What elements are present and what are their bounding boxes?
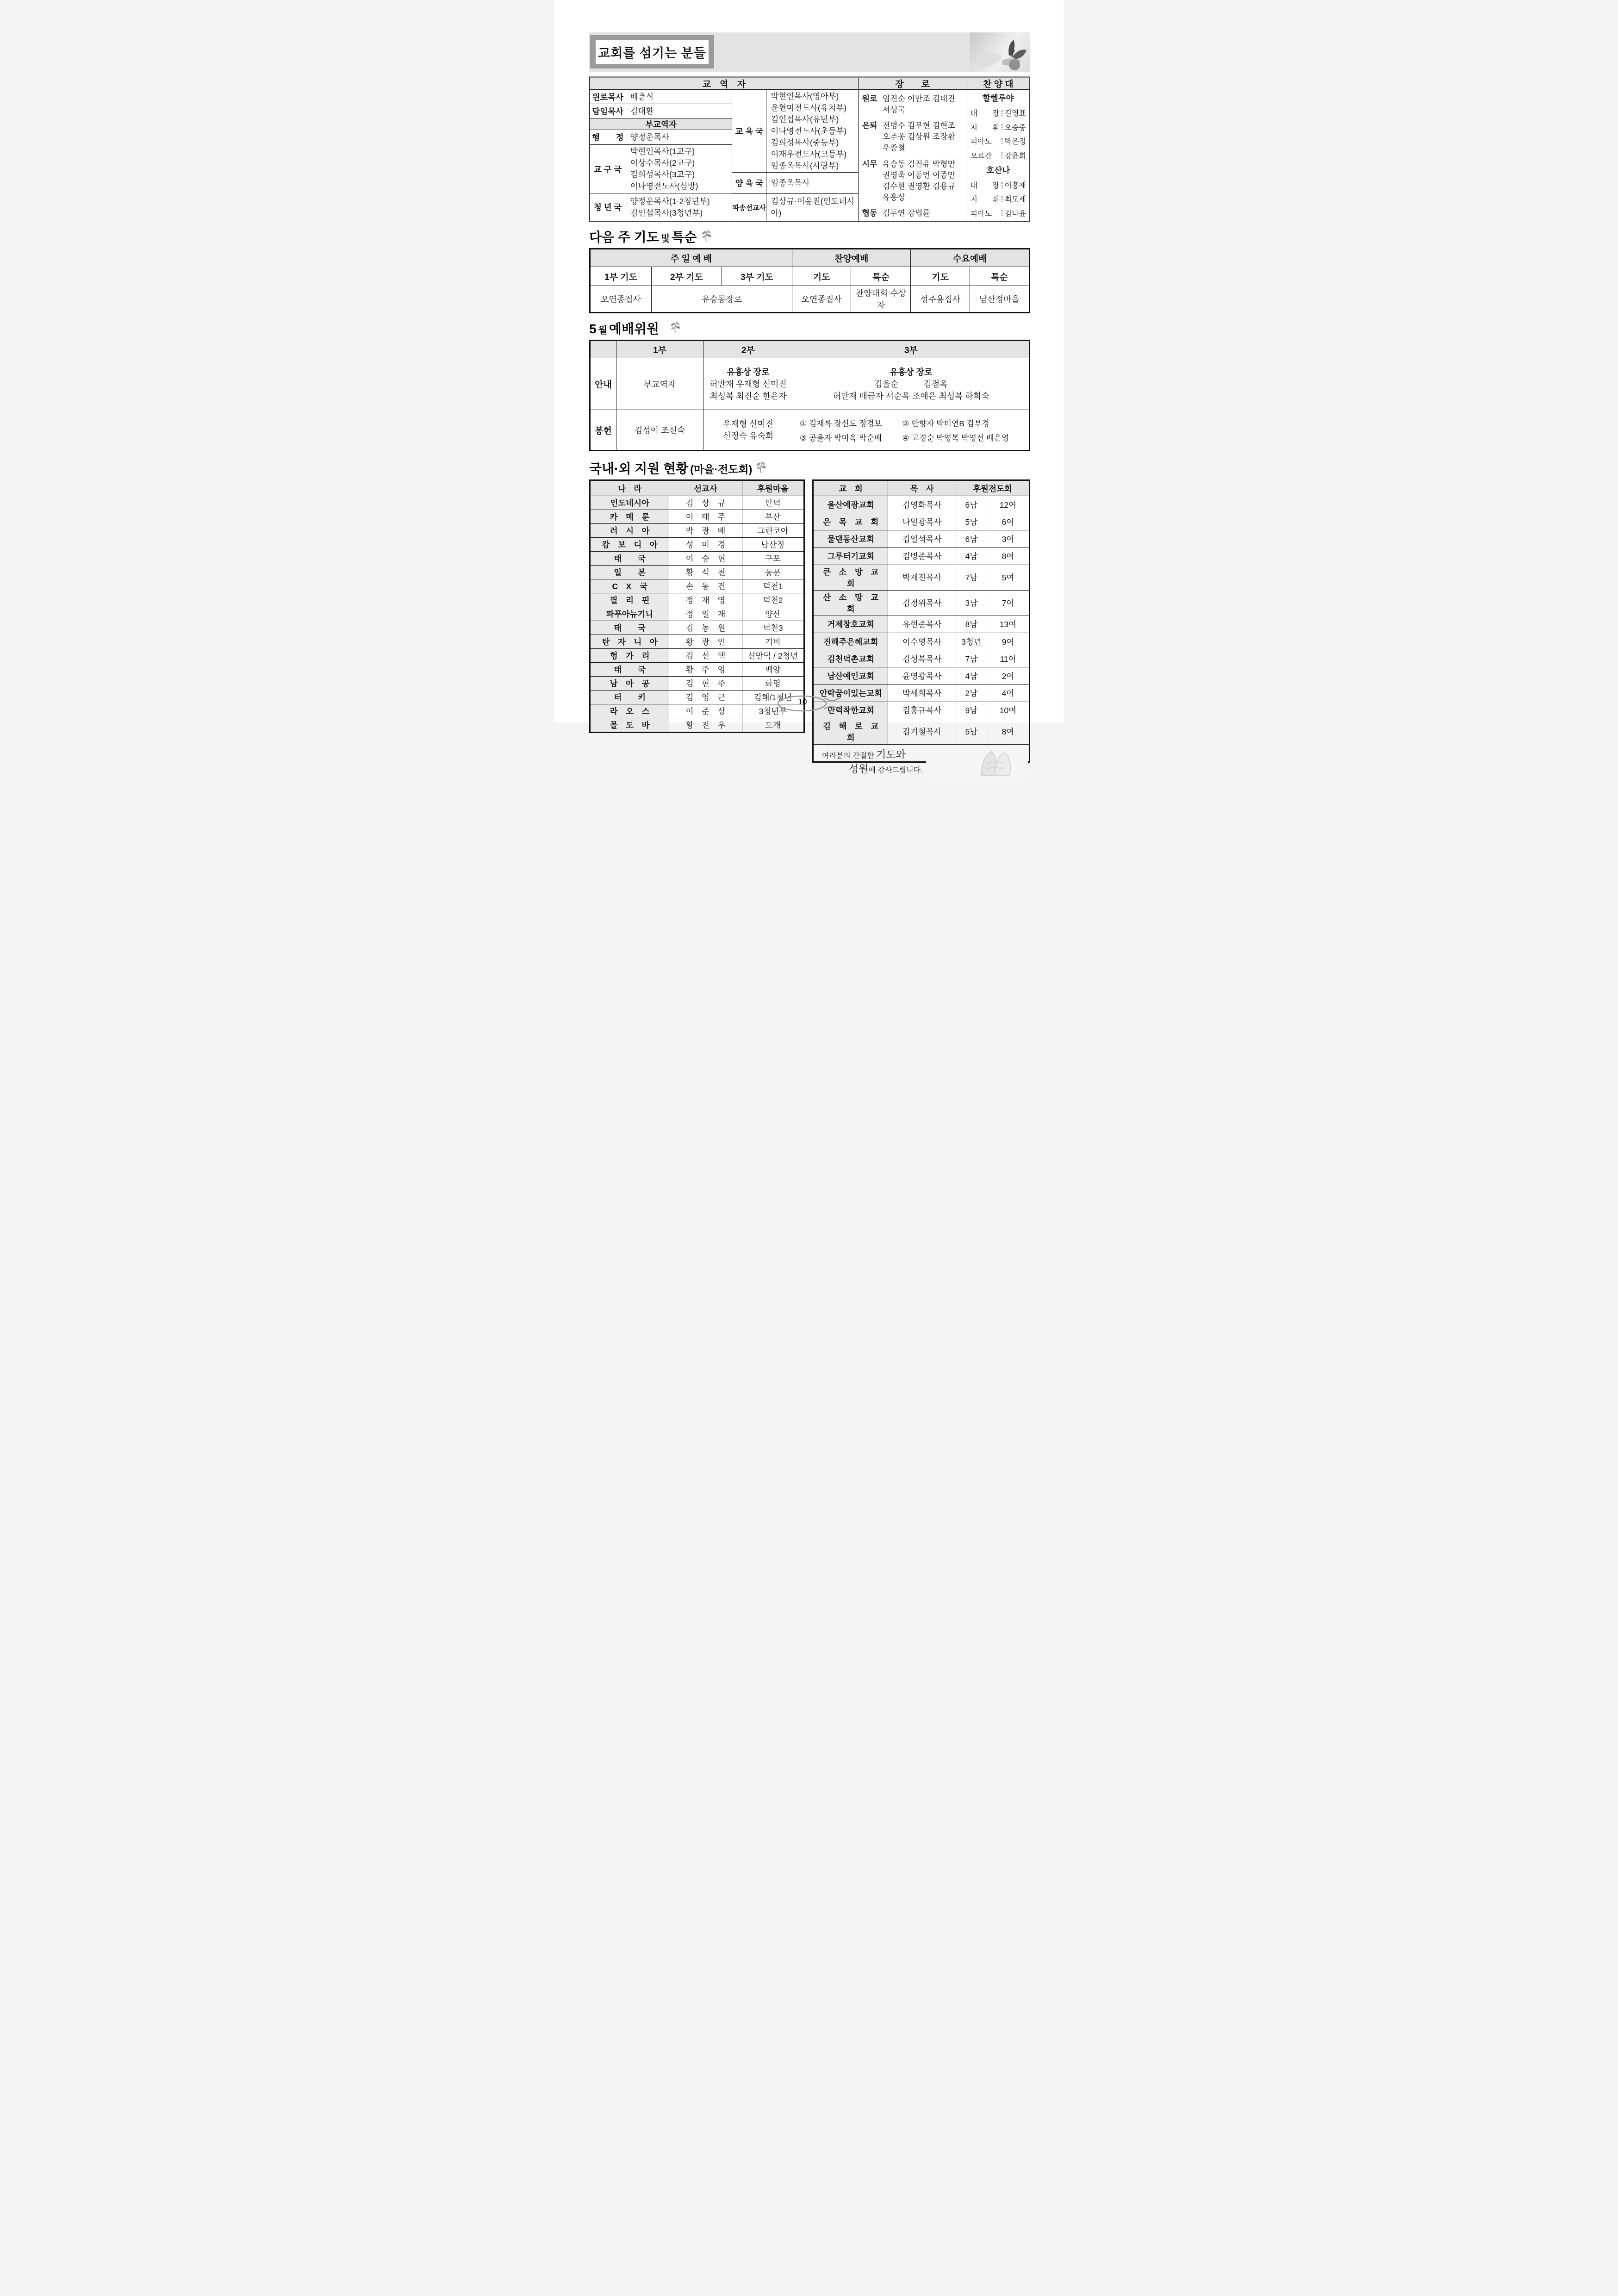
offering-part2 xyxy=(703,410,793,451)
country-cell: 태 국 xyxy=(590,663,669,677)
may-section-title xyxy=(589,319,1030,337)
country-cell: 인도네시아 xyxy=(590,496,669,510)
pastor-cell: 나일광목사 xyxy=(888,513,956,530)
church-cell: 김천덕촌교회 xyxy=(813,650,888,667)
church-row xyxy=(813,590,1030,616)
men-group-cell: 7남 xyxy=(956,565,987,590)
missionary-row xyxy=(732,194,858,221)
church-cell: 큰 소 망 교 회 xyxy=(813,565,888,590)
pastor-cell: 김홍규목사 xyxy=(888,702,956,719)
women-group-cell: 12여 xyxy=(987,496,1029,513)
missionary-cell: 황 주 영 xyxy=(669,663,742,677)
village-cell: 그린코아 xyxy=(742,524,804,538)
part2-header: 2부 xyxy=(703,341,793,358)
corner-cell xyxy=(590,341,616,358)
senior-pastor-label: 원로목사 xyxy=(590,90,626,104)
thanks-cell xyxy=(813,744,1030,775)
village-cell: 덕천2 xyxy=(742,593,804,607)
offering-row-label: 봉헌 xyxy=(590,410,616,451)
church-row xyxy=(813,530,1030,548)
country-cell: 터 키 xyxy=(590,691,669,704)
pastor-cell: 박재진목사 xyxy=(888,565,956,590)
elders-emeritus-names: 임진순 이만조 김태진 서성국 xyxy=(882,94,955,114)
education-names xyxy=(766,90,858,172)
country-cell: 러 시 아 xyxy=(590,524,669,538)
praise-special-person: 찬양대회 수상자 xyxy=(851,286,911,313)
choir-role-row xyxy=(971,208,1026,218)
prayer-title-conn: 및 xyxy=(660,234,670,244)
missionary-names: 김상규·이윤진(인도네시아) xyxy=(771,197,855,218)
men-group-cell: 7남 xyxy=(956,650,987,667)
village-cell: 남산정 xyxy=(742,538,804,552)
church-row xyxy=(813,548,1030,565)
senior-pastor-row xyxy=(590,90,732,104)
missionary-cell: 김 상 규 xyxy=(669,496,742,510)
staff-table xyxy=(589,76,1030,222)
parish-name-line: 김희성목사(3교구) xyxy=(630,170,695,179)
col-head-praise-prayer: 기도 xyxy=(792,267,851,286)
village-cell: 구포 xyxy=(742,552,804,566)
thanks-word-prayer: 기도와 xyxy=(876,748,906,760)
thanks-text xyxy=(822,748,923,777)
col-head-wed-special: 특순 xyxy=(970,267,1029,286)
pastor-cell: 김일석목사 xyxy=(888,530,956,548)
missionary-cell: 박 광 배 xyxy=(669,524,742,538)
part3-header: 3부 xyxy=(793,341,1029,358)
nurture-row xyxy=(732,173,858,194)
church-row xyxy=(813,565,1030,590)
country-cell: C X 국 xyxy=(590,579,669,593)
may-committee-table xyxy=(589,340,1030,451)
women-group-cell: 6여 xyxy=(987,513,1029,530)
education-name-line: 박현인목사(영아부) xyxy=(771,91,839,101)
youth-names xyxy=(626,193,732,221)
senior-pastor-name: 배춘식 xyxy=(630,92,654,101)
elders-header: 장 로 xyxy=(859,78,967,90)
choir-person: 오승중 xyxy=(1004,124,1026,132)
education-name-line: 김희성목사(중등부) xyxy=(771,137,839,147)
missionary-cell: 이 태 주 xyxy=(669,510,742,524)
thanks-word-support: 성원 xyxy=(849,763,869,775)
parish-names xyxy=(626,145,732,193)
parish-name-line: 이상수목사(2교구) xyxy=(630,158,695,168)
wednesday-worship-header: 수요예배 xyxy=(911,249,1030,267)
pastor-cell: 박세희목사 xyxy=(888,684,956,702)
church-cell: 울산예광교회 xyxy=(813,496,888,513)
choir-role-row xyxy=(971,150,1026,161)
thanks-post: 에 감사드립니다. xyxy=(868,766,923,774)
women-group-cell: 13여 xyxy=(987,616,1029,633)
country-cell: 카 메 룬 xyxy=(590,510,669,524)
mission-row xyxy=(590,621,804,635)
churches-table xyxy=(812,479,1030,775)
may-title-rest: 예배위원 xyxy=(609,322,660,336)
women-group-cell: 4여 xyxy=(987,684,1029,702)
youth-label: 청 년 국 xyxy=(590,193,626,221)
offering-group-1: ① 김재록 장신도 정경보 xyxy=(799,419,882,428)
guide-row-label: 안내 xyxy=(590,358,616,410)
admin-name: 양정운목사 xyxy=(630,132,670,142)
sunday-worship-header: 주 일 예 배 xyxy=(590,249,792,267)
offering-group-4: ④ 고경순 박영복 박영선 배은영 xyxy=(902,434,1009,442)
youth-row xyxy=(590,193,732,221)
church-row xyxy=(813,719,1030,744)
men-group-cell: 4남 xyxy=(956,667,987,684)
missionary-cell: 김 농 원 xyxy=(669,621,742,635)
village-cell: 화명 xyxy=(742,677,804,691)
col-head-part3-prayer: 3부 기도 xyxy=(722,267,792,286)
choir-role: 오르간 xyxy=(970,152,992,160)
assistant-clergy-header: 부교역자 xyxy=(590,118,732,130)
mission-row xyxy=(590,524,804,538)
country-cell: 일 본 xyxy=(590,566,669,579)
wed-special-person: 남산정마을 xyxy=(970,286,1029,313)
guide-part3-line: 허만재 배금자 서순옥 조예은 최성복 하희숙 xyxy=(833,391,989,401)
support-group-header: 후원전도회 xyxy=(956,480,1029,496)
choir-role: 지 휘 xyxy=(970,196,1000,204)
page-title: 교회를 섬기는 분들 xyxy=(596,40,709,64)
church-cell: 산 소 망 교 회 xyxy=(813,590,888,616)
village-cell: 신만덕 / 2청년 xyxy=(742,649,804,663)
choir-group2-name: 호산나 xyxy=(986,165,1010,175)
missionary-header: 선교사 xyxy=(669,480,742,496)
church-cell: 그루터기교회 xyxy=(813,548,888,565)
pastor-cell: 김성복목사 xyxy=(888,650,956,667)
missionary-cell: 이 준 상 xyxy=(669,704,742,718)
offering-part2-line: 신정숙 유숙희 xyxy=(722,431,774,441)
missionary-cell: 정 일 재 xyxy=(669,607,742,621)
choir-role: 대 장 xyxy=(970,181,1000,190)
choir-person: 길영표 xyxy=(1004,109,1026,118)
ministers-left xyxy=(590,90,732,221)
offering-part1: 김성이 조신숙 xyxy=(616,410,703,451)
men-group-cell: 3남 xyxy=(956,590,987,616)
elders-serving-names: 유승동 김진유 박형만 권영욱 이동언 이종만 김수현 권영환 김용규 유흥상 xyxy=(882,159,955,202)
village-cell: 기비 xyxy=(742,635,804,649)
village-cell: 양산 xyxy=(742,607,804,621)
ministers-header: 교 역 자 xyxy=(590,78,858,90)
country-header: 나 라 xyxy=(590,480,669,496)
hand-plant-photo xyxy=(970,32,1030,72)
church-header: 교 회 xyxy=(813,480,888,496)
men-group-cell: 4남 xyxy=(956,548,987,565)
choir-role: 피아노 xyxy=(970,210,992,218)
offering-group-2: ② 안향자 박미연B 김부경 xyxy=(902,419,989,428)
church-cell: 물댄동산교회 xyxy=(813,530,888,548)
praying-hands-photo xyxy=(926,746,1028,780)
praise-worship-header: 찬양예배 xyxy=(792,249,911,267)
choir-role-row xyxy=(971,136,1026,146)
support-tables xyxy=(589,479,1030,775)
mission-row xyxy=(590,566,804,579)
village-cell: 동문 xyxy=(742,566,804,579)
fish-logo xyxy=(774,693,844,714)
may-title-num: 5 xyxy=(589,322,597,336)
church-row xyxy=(813,513,1030,530)
nurture-name: 임종옥목사 xyxy=(771,178,810,187)
page-number: 10 xyxy=(798,697,807,706)
choir-role: 대 장 xyxy=(970,109,1000,118)
mission-row xyxy=(590,635,804,649)
parish-label: 교 구 국 xyxy=(590,145,626,193)
country-cell: 헝 가 리 xyxy=(590,649,669,663)
men-group-cell: 5남 xyxy=(956,513,987,530)
education-label: 교 육 국 xyxy=(732,90,766,172)
church-cell: 진해주은혜교회 xyxy=(813,633,888,650)
country-cell: 태 국 xyxy=(590,552,669,566)
church-row xyxy=(813,496,1030,513)
education-name-line: 김인섭목사(유년부) xyxy=(771,114,839,124)
mission-row xyxy=(590,677,804,691)
choir-person: 김나윤 xyxy=(1004,210,1026,218)
country-cell: 남 아 공 xyxy=(590,677,669,691)
missionary-cell: 정 재 영 xyxy=(669,593,742,607)
elders-associate xyxy=(862,208,964,219)
church-cell: 김 해 로 교 회 xyxy=(813,719,888,744)
offering-part3 xyxy=(793,410,1029,451)
women-group-cell: 8여 xyxy=(987,719,1029,744)
guide-part2-line: 허만재 우재형 신미진 xyxy=(709,379,787,389)
mission-row xyxy=(590,663,804,677)
village-cell: 백양 xyxy=(742,663,804,677)
choir-person: 최모세 xyxy=(1004,196,1026,204)
men-group-cell: 2남 xyxy=(956,684,987,702)
missionary-cell: 김 영 근 xyxy=(669,691,742,704)
choir-header: 찬 양 대 xyxy=(967,78,1029,90)
parish-name-line: 박현인목사(1교구) xyxy=(630,147,695,156)
village-cell: 3청년부 xyxy=(742,704,804,718)
col-head-praise-special: 특순 xyxy=(851,267,911,286)
prayer-table xyxy=(589,248,1030,313)
mission-row xyxy=(590,538,804,552)
choir-person: 박은정 xyxy=(1004,138,1026,146)
guide-part2 xyxy=(703,358,793,410)
lead-pastor-row xyxy=(590,104,732,118)
women-group-cell: 8여 xyxy=(987,548,1029,565)
elders-retired xyxy=(862,120,964,154)
pastor-header: 목 사 xyxy=(888,480,956,496)
guide-part2-head: 유흥상 장로 xyxy=(727,367,770,377)
may-title-wol: 월 xyxy=(598,325,607,336)
missionary-cell: 김 선 택 xyxy=(669,649,742,663)
country-cell: 필 리 핀 xyxy=(590,593,669,607)
village-cell: 부산 xyxy=(742,510,804,524)
elders-serving xyxy=(862,159,964,203)
elders-serving-label: 시무 xyxy=(862,159,877,168)
youth-name-line: 양정운목사(1·2청년부) xyxy=(630,196,710,206)
missionary-cell: 황 진 우 xyxy=(669,718,742,733)
ministers-right xyxy=(732,90,858,221)
support-village-header: 후원마을 xyxy=(742,480,804,496)
guide-part2-line: 최성복 최진순 한은자 xyxy=(709,391,787,401)
missionary-cell: 김 현 주 xyxy=(669,677,742,691)
part23-prayer-person: 유승동장로 xyxy=(652,286,792,313)
education-name-line: 이재우전도사(고등부) xyxy=(771,149,847,159)
village-cell: 도개 xyxy=(742,718,804,733)
mission-row xyxy=(590,552,804,566)
country-cell: 태 국 xyxy=(590,621,669,635)
col-head-part1-prayer: 1부 기도 xyxy=(590,267,652,286)
mission-row xyxy=(590,510,804,524)
men-group-cell: 8남 xyxy=(956,616,987,633)
lead-pastor-label: 담임목사 xyxy=(590,104,626,118)
elders-associate-names: 김두연 강법륜 xyxy=(882,208,930,218)
country-cell: 몰 도 바 xyxy=(590,718,669,733)
support-title-main: 국내·외 지원 현황 xyxy=(589,461,689,476)
leaf-icon xyxy=(669,321,681,336)
choir-role: 지 휘 xyxy=(970,124,1000,132)
col-head-wed-prayer: 기도 xyxy=(911,267,970,286)
church-cell: 남산예인교회 xyxy=(813,667,888,684)
nurture-label: 양 육 국 xyxy=(732,173,766,193)
choir-role-row xyxy=(971,193,1026,204)
choir-person: 강윤희 xyxy=(1004,152,1026,160)
admin-row xyxy=(590,130,732,145)
church-cell: 은 목 교 회 xyxy=(813,513,888,530)
women-group-cell: 11여 xyxy=(987,650,1029,667)
wed-prayer-person: 성주용집사 xyxy=(911,286,970,313)
country-cell: 라 오 스 xyxy=(590,704,669,718)
thanks-pre: 여러분의 간절한 xyxy=(822,752,877,760)
page-footer xyxy=(554,693,1064,714)
prayer-title-tail: 특순 xyxy=(672,230,697,244)
header-band xyxy=(589,32,1030,72)
pastor-cell: 김정위목사 xyxy=(888,590,956,616)
men-group-cell: 5남 xyxy=(956,719,987,744)
church-row xyxy=(813,616,1030,633)
mission-row xyxy=(590,496,804,510)
missionary-label: 파송선교사 xyxy=(732,194,766,221)
elders-column xyxy=(859,78,967,221)
church-row xyxy=(813,667,1030,684)
elders-emeritus xyxy=(862,93,964,116)
education-name-line: 이나영전도사(초등부) xyxy=(771,126,847,136)
mission-row xyxy=(590,579,804,593)
offering-part2-line: 우재형 신미진 xyxy=(722,419,774,429)
part1-prayer-person: 오연종집사 xyxy=(590,286,652,313)
men-group-cell: 3청년 xyxy=(956,633,987,650)
education-row xyxy=(732,90,858,173)
mission-row xyxy=(590,607,804,621)
parish-row xyxy=(590,145,732,193)
mission-row xyxy=(590,593,804,607)
pastor-cell: 김영화목사 xyxy=(888,496,956,513)
pastor-cell: 이수영목사 xyxy=(888,633,956,650)
praise-prayer-person: 오연종집사 xyxy=(792,286,851,313)
men-group-cell: 6남 xyxy=(956,496,987,513)
elders-associate-label: 협동 xyxy=(862,208,877,218)
leaf-icon xyxy=(755,460,767,476)
women-group-cell: 2여 xyxy=(987,667,1029,684)
col-head-part2-prayer: 2부 기도 xyxy=(652,267,722,286)
guide-part3-line: 김을순 김점옥 xyxy=(874,379,948,389)
choir-role-row xyxy=(971,122,1026,132)
church-cell: 안락꿈이있는교회 xyxy=(813,684,888,702)
pastor-cell: 윤영광목사 xyxy=(888,667,956,684)
pastor-cell: 김병준목사 xyxy=(888,548,956,565)
choir-group1-name: 할렐루야 xyxy=(982,93,1014,103)
part1-header: 1부 xyxy=(616,341,703,358)
elders-emeritus-label: 원로 xyxy=(862,94,877,103)
guide-part3-head: 유흥상 장로 xyxy=(890,367,933,377)
country-cell: 파푸아뉴기니 xyxy=(590,607,669,621)
women-group-cell: 3여 xyxy=(987,530,1029,548)
hand-plant-art xyxy=(970,32,1030,72)
choir-column xyxy=(967,78,1029,221)
men-group-cell: 9남 xyxy=(956,702,987,719)
education-name-line: 윤현미전도사(유치부) xyxy=(771,103,847,112)
country-cell: 탄 자 니 아 xyxy=(590,635,669,649)
offering-group-3: ③ 공을자 박미옥 박순배 xyxy=(799,434,882,442)
mission-row xyxy=(590,649,804,663)
ministers-column xyxy=(590,78,859,221)
elders-retired-label: 은퇴 xyxy=(862,121,877,131)
leaf-icon xyxy=(700,229,712,244)
prayer-section-title xyxy=(589,227,1030,246)
church-cell: 거제창호교회 xyxy=(813,616,888,633)
country-cell: 캄 보 디 아 xyxy=(590,538,669,552)
missionary-cell: 황 석 천 xyxy=(669,566,742,579)
guide-part1: 부교역자 xyxy=(616,358,703,410)
church-row xyxy=(813,633,1030,650)
guide-part3 xyxy=(793,358,1029,410)
women-group-cell: 10여 xyxy=(987,702,1029,719)
women-group-cell: 5여 xyxy=(987,565,1029,590)
village-cell: 덕천1 xyxy=(742,579,804,593)
page-title-box xyxy=(590,35,714,68)
men-group-cell: 6남 xyxy=(956,530,987,548)
parish-name-line: 이나영전도사(심방) xyxy=(630,181,698,191)
village-cell: 덕천3 xyxy=(742,621,804,635)
pastor-cell: 유현준목사 xyxy=(888,616,956,633)
missionary-cell: 이 승 현 xyxy=(669,552,742,566)
choir-role: 피아노 xyxy=(970,138,992,146)
support-title-paren: (마을·전도회) xyxy=(690,463,753,475)
choir-person: 이홍재 xyxy=(1004,181,1026,190)
choir-role-row xyxy=(971,107,1026,118)
village-cell: 만덕 xyxy=(742,496,804,510)
support-section-title xyxy=(589,459,1030,477)
bulletin-page xyxy=(554,0,1064,775)
education-name-line: 임종옥목사(사랑부) xyxy=(771,161,839,170)
missionary-cell: 황 광 인 xyxy=(669,635,742,649)
elders-retired-names: 전병수 김무현 김현조 오추웅 김상원 조장환 우종철 xyxy=(882,121,955,153)
choir-role-row xyxy=(971,180,1026,190)
village-cell: 김해/1청년 xyxy=(742,691,804,704)
youth-name-line: 김인섭목사(3청년부) xyxy=(630,208,703,218)
admin-label: 행 정 xyxy=(590,130,626,144)
women-group-cell: 7여 xyxy=(987,590,1029,616)
prayer-title-main: 다음 주 기도 xyxy=(589,230,659,244)
missionary-cell: 손 동 건 xyxy=(669,579,742,593)
church-cell: 만덕착한교회 xyxy=(813,702,888,719)
mission-row xyxy=(590,718,804,733)
women-group-cell: 9여 xyxy=(987,633,1029,650)
lead-pastor-name: 김대환 xyxy=(630,106,654,116)
pastor-cell: 김기철목사 xyxy=(888,719,956,744)
church-row xyxy=(813,650,1030,667)
missionary-cell: 성 미 경 xyxy=(669,538,742,552)
